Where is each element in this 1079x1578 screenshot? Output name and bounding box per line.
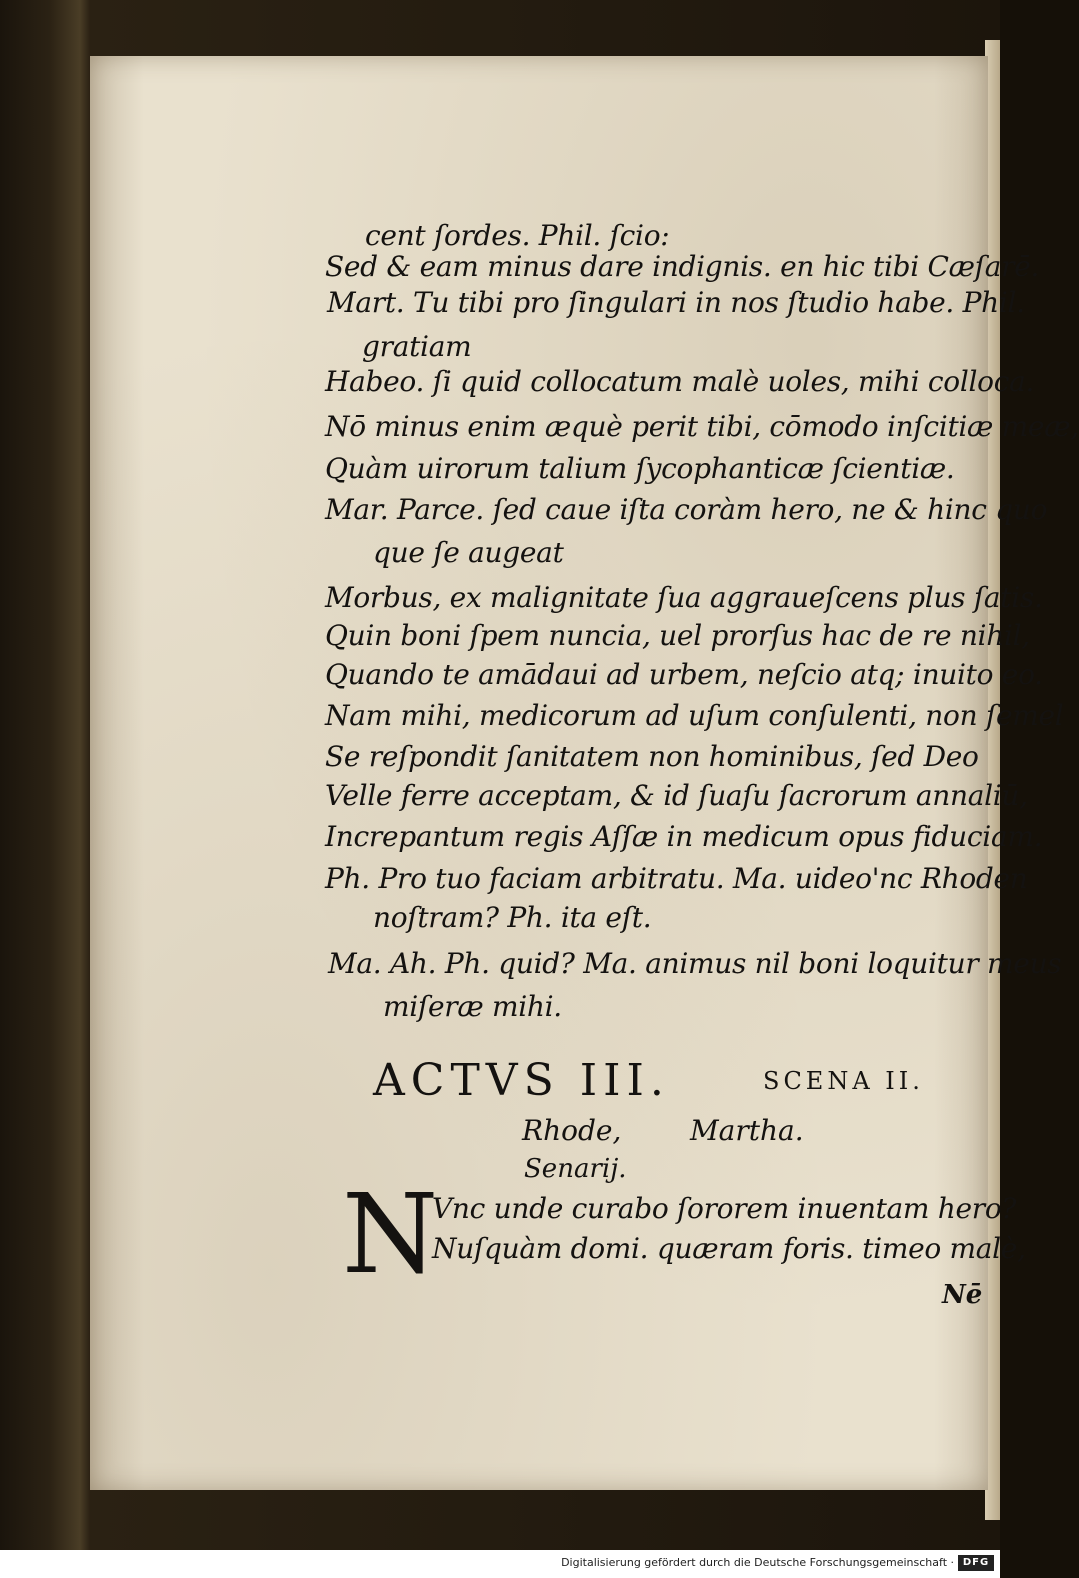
text-line-4: gratiam xyxy=(362,330,472,363)
text-line-10: Morbus, ex malignitate ſua aggraueſcens plus ſatis. xyxy=(325,581,1043,614)
meter-label: Senarij. xyxy=(524,1154,627,1184)
dfg-logo-icon: DFG xyxy=(958,1555,994,1571)
text-line-18: noſtram? Ph. ita eſt. xyxy=(373,901,652,934)
text-line-7: Quàm uirorum talium ſycophanticæ ſcientiæ. xyxy=(325,452,955,485)
text-line-12: Quando te amādaui ad urbem, neſcio atq; inuito eo. xyxy=(325,658,1043,691)
page-text xyxy=(90,56,1079,1490)
text-line-15: Velle ferre acceptam, & id ſuaſu ſacrorum annaliū, xyxy=(325,779,1028,812)
verse-line-1: Vnc unde curabo ſororem inuentam hero? xyxy=(432,1192,1017,1225)
text-line-17: Ph. Pro tuo faciam arbitratu. Ma. uideo'nc Rhoden xyxy=(325,862,1028,895)
persona-martha: Martha. xyxy=(690,1114,804,1147)
text-line-3: Mart. Tu tibi pro ſingulari in nos ſtudio habe. Phil. xyxy=(327,286,1025,319)
catchword: Nē xyxy=(942,1280,983,1310)
text-line-5: Habeo. ſi quid collocatum malè uoles, mihi colloca. xyxy=(325,365,1035,398)
footer-credit: Digitalisierung gefördert durch die Deutsche Forschungsgemeinschaft · xyxy=(561,1556,954,1569)
text-line-2: Sed & eam minus dare indignis. en hic tibi Cæſarē. xyxy=(325,250,1040,283)
text-line-9: que ſe augeat xyxy=(373,536,564,569)
book-page xyxy=(90,56,1079,1490)
persona-rhode: Rhode, xyxy=(522,1114,622,1147)
text-line-11: Quin boni ſpem nuncia, uel prorſus hac de re nihil, xyxy=(325,619,1030,652)
act-heading: ACTVS III. xyxy=(373,1055,670,1106)
dropcap-initial: N xyxy=(342,1170,439,1298)
scene-heading: SCENA II. xyxy=(763,1067,924,1095)
text-line-14: Se reſpondit ſanitatem non hominibus, ſed Deo xyxy=(325,740,979,773)
text-line-8: Mar. Parce. ſed caue iſta coràm hero, ne & hinc quo xyxy=(325,493,1048,526)
text-line-16: Increpantum regis Aſſæ in medicum opus fiduciam. xyxy=(325,820,1043,853)
text-line-20: miſeræ mihi. xyxy=(383,990,562,1023)
text-line-19: Ma. Ah. Ph. quid? Ma. animus nil boni loquitur meus xyxy=(328,947,1062,980)
text-line-1: cent ſordes. Phil. ſcio: xyxy=(365,219,670,252)
text-line-13: Nam mihi, medicorum ad uſum conſulenti, non ſemel xyxy=(325,699,1064,732)
verse-line-2: Nuſquàm domi. quæram foris. timeo malè, xyxy=(432,1232,1026,1265)
text-line-6: Nō minus enim æquè perit tibi, cōmodo inſcitiæ meæ, xyxy=(325,410,1079,443)
